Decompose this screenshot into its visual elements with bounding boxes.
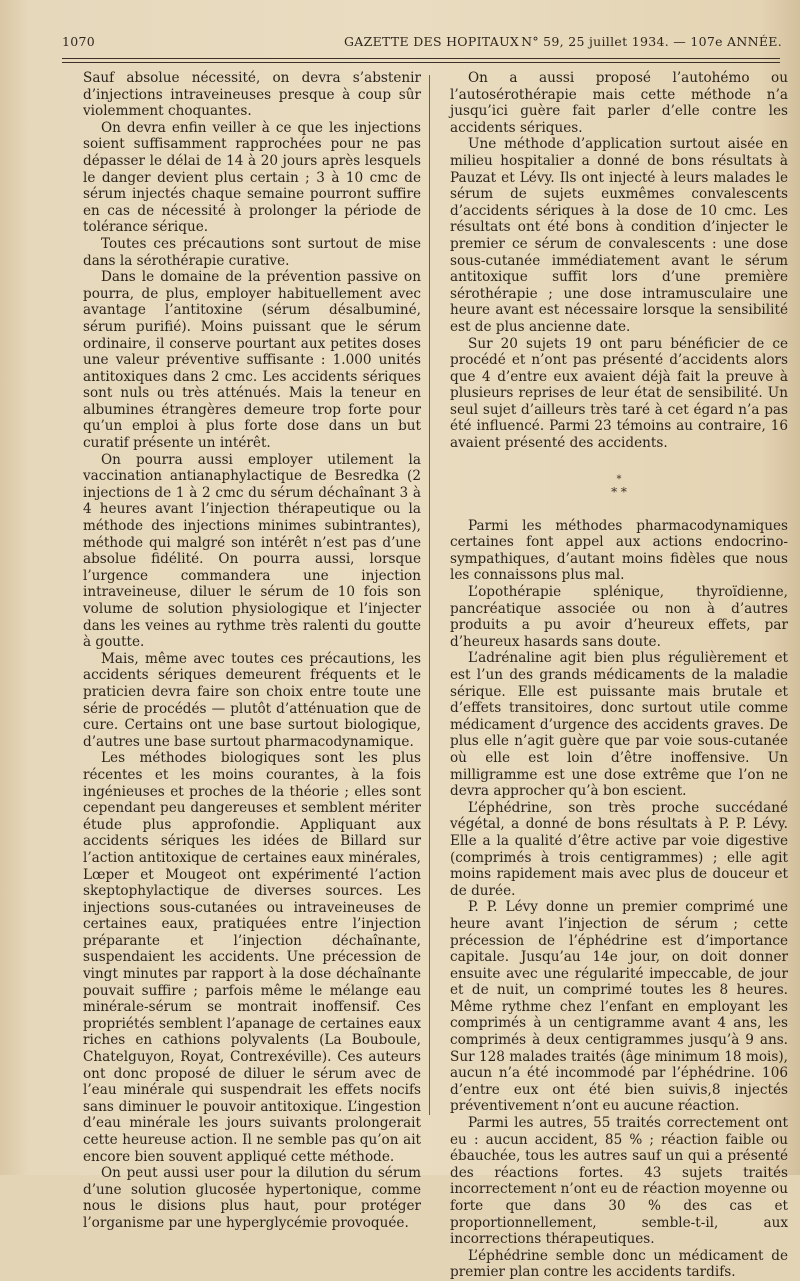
paragraph: L’éphédrine, son très proche succédané végétal, a donné de bons résultats à P. P. Lévy. Elle a la qualité d’être active par voie digestive (comprimés à trois centigrammes) ; elle agit moins rapidement mais avec plus de douceur et de durée.	[450, 799, 788, 899]
paragraph: L’adrénaline agit bien plus régulièrement et est l’un des grands médicaments de la maladie sérique. Elle est puissante mais brutale et d’effets transitoires, donc surtout utile comme médicament d’urgence des accidents graves. De plus elle n’agit guère que par voie sous-cutanée où elle est loin d’être inoffensive. Un milligramme est une dose extrême que l’on ne devra approcher qu’à bon escient.	[450, 650, 788, 800]
header-rule-bottom	[62, 62, 780, 63]
paragraph: Sauf absolue nécessité, on devra s’abstenir d’injections intraveineuses presque à coup sûr violemment choquantes.	[83, 70, 421, 120]
paragraph: On peut aussi user pour la dilution du sérum d’une solution glucosée hypertonique, comme nous le disions plus haut, pour protéger l’organisme par une hyperglycémie provoquée.	[83, 1165, 421, 1231]
issue-info: N° 59, 25 juillet 1934. — 107e ANNÉE.	[521, 34, 782, 49]
page-number: 1070	[62, 34, 96, 49]
right-column	[450, 70, 788, 1281]
column-divider	[429, 75, 430, 1115]
paragraph: On devra enfin veiller à ce que les injections soient suffisamment rapprochées pour ne pas dépasser le délai de 14 à 20 jours après lesquels le danger devient plus certain ; 3 à 10 cmc de sérum injectés chaque semaine pourront suffire en cas de nécessité à prolonger la période de tolérance sérique.	[83, 119, 421, 236]
paragraph: Sur 20 sujets 19 ont paru bénéficier de ce procédé et n’ont pas présenté d’accidents alors que 4 d’entre eux avaient déjà fait la preuve à plusieurs reprises de leur état de sensibilité. Un seul sujet d’ailleurs très taré à cet égard n’a pas été influencé. Parmi 23 témoins au contraire, 16 avaient présenté des accidents.	[450, 335, 788, 452]
paragraph: Parmi les autres, 55 traités correctement ont eu : aucun accident, 85 % ; réaction faible ou ébauchée, tous les autres sauf un qui a présenté des réactions fortes. 43 sujets traités incorrectement n’ont eu de réaction moyenne ou forte que dans 30 % des cas et proportionnellement, semble-t-il, aux incorrections thérapeutiques.	[450, 1115, 788, 1248]
paragraph: L’éphédrine semble donc un médicament de premier plan contre les accidents tardifs.	[450, 1247, 788, 1281]
publication-title: GAZETTE DES HOPITAUX	[344, 34, 520, 49]
paragraph: Une méthode d’application surtout aisée en milieu hospitalier a donné de bons résultats à Pauzat et Lévy. Ils ont injecté à leurs malades le sérum de sujets euxmêmes convalescents d’accidents sériques à la dose de 10 cmc. Les résultats ont été bons à condition d’injecter le premier ce sérum de convalescents : une dose sous-cutanée immédiatement avant le sérum antitoxique suffit lors d’une première sérothérapie ; une dose intramusculaire une heure avant est nécessaire lorsque la sensibilité est de plus ancienne date.	[450, 136, 788, 335]
left-column	[83, 70, 421, 1232]
page-header	[62, 34, 782, 52]
paragraph: P. P. Lévy donne un premier comprimé une heure avant l’injection de sérum ; cette précession de l’éphédrine est d’importance capitale. Jusqu’au 14e jour, on doit donner ensuite avec une régularité impeccable, de jour et de nuit, un comprimé toutes les 8 heures. Même rythme chez l’enfant en employant les comprimés à un centigramme avant 4 ans, les comprimés à deux centigrammes jusqu’à 9 ans. Sur 128 malades traités (âge minimum 18 mois), aucun n’a été incommodé par l’éphédrine. 106 d’entre eux ont été bien suivis,8 injectés préventivement n’ont eu aucune réaction.	[450, 899, 788, 1115]
paragraph: On a aussi proposé l’autohémo ou l’autosérothérapie mais cette méthode n’a jusqu’ici guère fait parler d’elle contre les accidents sériques.	[450, 70, 788, 136]
paragraph: L’opothérapie splénique, thyroïdienne, pancréatique associée ou non à d’autres produits a pu avoir d’heureux effets, par d’heureux hasards sans doute.	[450, 584, 788, 650]
separator-top-star: *	[616, 473, 622, 485]
header-rule-top	[62, 58, 780, 59]
paragraph: Toutes ces précautions sont surtout de mise dans la sérothérapie curative.	[83, 235, 421, 269]
section-separator	[450, 474, 788, 498]
separator-bottom-stars: * *	[611, 484, 627, 499]
paragraph: Parmi les méthodes pharmacodynamiques certaines font appel aux actions endocrino-sympathiques, d’autant moins fidèles que nous les connaissons plus mal.	[450, 517, 788, 584]
paragraph: On pourra aussi employer utilement la vaccination antianaphylactique de Besredka (2 injections de 1 à 2 cmc du sérum déchaînant 3 à 4 heures avant l’injection thérapeutique ou la méthode des injections minimes subintrantes), méthode qui malgré son intérêt n’est pas d’une absolue fidélité. On pourra aussi, lorsque l’urgence commandera une injection intraveineuse, diluer le sérum de 10 fois son volume de solution physiologique et l’injecter dans les veines au rythme très ralenti du goutte à goutte.	[83, 451, 421, 651]
paragraph: Mais, même avec toutes ces précautions, les accidents sériques demeurent fréquents et le praticien devra faire son choix entre toute une série de procédés — plutôt d’atténuation que de cure. Certains ont une base surtout biologique, d’autres une base surtout pharmacodynamique.	[83, 650, 421, 750]
paragraph: Dans le domaine de la prévention passive on pourra, de plus, employer habituellement avec avantage l’antitoxine (sérum désalbuminé, sérum purifié). Moins puissant que le sérum ordinaire, il conserve pourtant aux petites doses une valeur préventive suffisante : 1.000 unités antitoxiques dans 2 cmc. Les accidents sériques sont nuls ou très atténués. Mais la teneur en albumines étrangères demeure trop forte pour qu’un emploi à plus forte dose dans un but curatif présente un intérêt.	[83, 269, 421, 452]
paragraph: Les méthodes biologiques sont les plus récentes et les moins courantes, à la fois ingénieuses et proches de la théorie ; elles sont cependant peu dangereuses et semblent mériter étude plus approfondie. Appliquant aux accidents sériques les idées de Billard sur l’action antitoxique de certaines eaux minérales, Lœper et Mougeot ont expérimenté l’action skeptophylactique de diverses sources. Les injections sous-cutanées ou intraveineuses de certaines eaux, pratiquées entre l’injection préparante et l’injection déchaînante, suspendaient les accidents. Une précession de vingt minutes par rapport à la dose déchaînante pouvait suffire ; parfois même le mélange eau minérale-sérum se montrait inoffensif. Ces propriétés semblent l’apanage de certaines eaux riches en cathions polyvalents (La Bouboule, Chatelguyon, Royat, Contrexéville). Ces auteurs ont donc proposé de diluer le sérum avec de l’eau minérale qui suspendrait les effets nocifs sans diminuer le pouvoir antitoxique. L’ingestion d’eau minérale les jours suivants prolongerait cette heureuse action. Il ne semble pas qu’on ait encore bien souvent appliqué cette méthode.	[83, 750, 421, 1165]
